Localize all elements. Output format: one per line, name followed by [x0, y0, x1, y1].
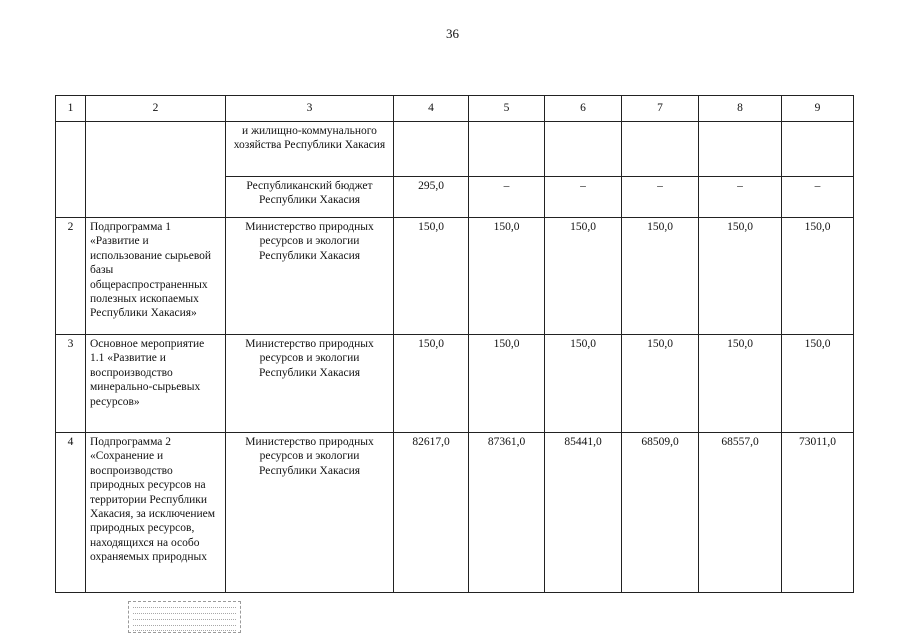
- value-cell: 150,0: [699, 218, 782, 335]
- value-cell: 150,0: [782, 218, 854, 335]
- value-cell: 68509,0: [622, 433, 699, 593]
- value-cell: [782, 122, 854, 177]
- value-cell: 82617,0: [394, 433, 469, 593]
- value-cell: –: [782, 177, 854, 218]
- row-name-cell: Подпрограмма 1 «Развитие и использование сырьевой базы общераспространенных полезных ископаемых Республики Хакасия»: [86, 218, 226, 335]
- table-row: [56, 122, 854, 177]
- value-cell: –: [469, 177, 545, 218]
- value-cell: –: [622, 177, 699, 218]
- value-cell: 150,0: [469, 335, 545, 433]
- value-cell: –: [699, 177, 782, 218]
- value-cell: 295,0: [394, 177, 469, 218]
- budget-table: [55, 95, 854, 593]
- value-cell: –: [545, 177, 622, 218]
- row-number-cell: 3: [56, 335, 86, 433]
- value-cell: 150,0: [545, 218, 622, 335]
- header-cell: 3: [226, 96, 394, 122]
- table-row: [56, 218, 854, 335]
- table-header-row: [56, 96, 854, 122]
- value-cell: [545, 122, 622, 177]
- row-number-cell: [56, 122, 86, 218]
- header-cell: 7: [622, 96, 699, 122]
- row-name-cell: [86, 122, 226, 218]
- value-cell: 150,0: [469, 218, 545, 335]
- table-row: [56, 335, 854, 433]
- value-cell: 150,0: [394, 335, 469, 433]
- value-cell: 150,0: [699, 335, 782, 433]
- value-cell: 150,0: [545, 335, 622, 433]
- header-cell: 6: [545, 96, 622, 122]
- responsible-cell: и жилищно-коммунального хозяйства Республики Хакасия: [226, 122, 394, 177]
- value-cell: 150,0: [782, 335, 854, 433]
- value-cell: 68557,0: [699, 433, 782, 593]
- value-cell: [394, 122, 469, 177]
- value-cell: 87361,0: [469, 433, 545, 593]
- table-row: [56, 433, 854, 593]
- responsible-cell: Министерство природных ресурсов и экологии Республики Хакасия: [226, 218, 394, 335]
- header-cell: 9: [782, 96, 854, 122]
- value-cell: 150,0: [622, 218, 699, 335]
- row-name-cell: Подпрограмма 2 «Сохранение и воспроизводство природных ресурсов на территории Республики Хакасия, за исключением природных ресурсов, находящихся на особо охраняемых природных: [86, 433, 226, 593]
- header-cell: 8: [699, 96, 782, 122]
- header-cell: 1: [56, 96, 86, 122]
- page-number: 36: [446, 26, 459, 41]
- header-cell: 5: [469, 96, 545, 122]
- responsible-cell: Министерство природных ресурсов и экологии Республики Хакасия: [226, 335, 394, 433]
- header-cell: 4: [394, 96, 469, 122]
- responsible-cell: Министерство природных ресурсов и экологии Республики Хакасия: [226, 433, 394, 593]
- value-cell: [469, 122, 545, 177]
- value-cell: 73011,0: [782, 433, 854, 593]
- header-cell: 2: [86, 96, 226, 122]
- value-cell: 150,0: [622, 335, 699, 433]
- row-name-cell: Основное мероприятие 1.1 «Развитие и воспроизводство минерально-сырьевых ресурсов»: [86, 335, 226, 433]
- faded-stamp: [128, 601, 241, 633]
- value-cell: 85441,0: [545, 433, 622, 593]
- row-number-cell: 2: [56, 218, 86, 335]
- value-cell: [622, 122, 699, 177]
- value-cell: 150,0: [394, 218, 469, 335]
- responsible-cell: Республиканский бюджет Республики Хакасия: [226, 177, 394, 218]
- value-cell: [699, 122, 782, 177]
- row-number-cell: 4: [56, 433, 86, 593]
